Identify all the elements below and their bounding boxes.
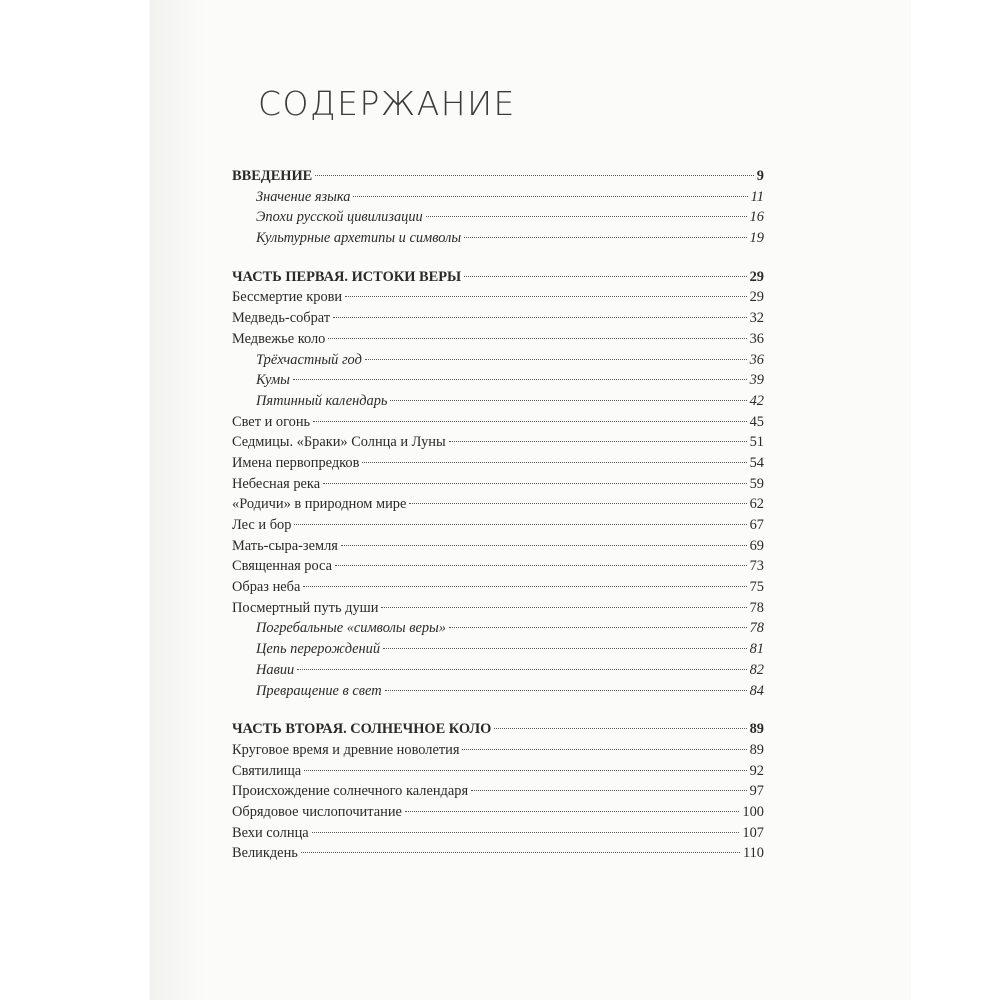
- toc-entry-page-number: 42: [749, 392, 764, 409]
- toc-entry-title: Седмицы. «Браки» Солнца и Луны: [232, 434, 446, 451]
- toc-entry-page-number: 107: [742, 824, 764, 841]
- toc-entry-title: Цепь перерождений: [256, 641, 381, 658]
- toc-entry[interactable]: [232, 660, 764, 681]
- toc-entry-title: ВВЕДЕНИЕ: [232, 168, 313, 184]
- dot-leader: [405, 811, 740, 812]
- dot-leader: [494, 728, 746, 729]
- toc-entry-page-number: 11: [750, 188, 764, 205]
- toc-entry[interactable]: [232, 781, 764, 802]
- toc-entry-title: Имена первопредков: [232, 454, 360, 471]
- dot-leader: [313, 421, 747, 422]
- toc-entry[interactable]: [232, 843, 764, 864]
- dot-leader: [328, 338, 746, 339]
- toc-entry[interactable]: [232, 536, 764, 557]
- toc-entry[interactable]: [232, 577, 764, 598]
- toc-entry-page-number: 84: [749, 682, 764, 699]
- toc-entry-page-number: 59: [749, 475, 764, 492]
- toc-entry-title: Культурные архетипы и символы: [256, 230, 462, 247]
- dot-leader: [390, 400, 746, 401]
- toc-entry-page-number: 78: [749, 599, 764, 616]
- toc-entry[interactable]: [232, 474, 764, 495]
- toc-entry-title: ЧАСТЬ ПЕРВАЯ. ИСТОКИ ВЕРЫ: [232, 268, 462, 285]
- toc-entry-page-number: 89: [749, 741, 764, 758]
- toc-entry[interactable]: [232, 207, 764, 228]
- dot-leader: [471, 790, 747, 791]
- dot-leader: [293, 379, 747, 380]
- toc-entry-title: Образ неба: [232, 579, 301, 596]
- table-of-contents: [232, 166, 764, 864]
- dot-leader: [365, 359, 747, 360]
- toc-entry-page-number: 29: [749, 268, 764, 285]
- toc-entry-title: Значение языка: [256, 188, 351, 205]
- toc-entry-title: Пятинный календарь: [256, 392, 388, 409]
- toc-entry-page-number: 62: [749, 496, 764, 513]
- toc-entry[interactable]: [232, 187, 764, 208]
- toc-section: [232, 267, 764, 701]
- toc-entry-title: «Родичи» в природном мире: [232, 496, 407, 513]
- toc-entry-page-number: 45: [749, 413, 764, 430]
- toc-entry-page-number: 9: [756, 168, 764, 184]
- toc-entry-page-number: 73: [749, 558, 764, 575]
- toc-entry-title: Обрядовое числопочитание: [232, 803, 402, 820]
- toc-entry-title: Погребальные «символы веры»: [256, 620, 446, 637]
- dot-leader: [323, 483, 747, 484]
- dot-leader: [449, 627, 747, 628]
- toc-entry-page-number: 100: [742, 803, 764, 820]
- toc-entry[interactable]: [232, 391, 764, 412]
- toc-entry-page-number: 82: [749, 661, 764, 678]
- toc-entry-title: Бессмертие крови: [232, 289, 343, 306]
- toc-entry-page-number: 39: [749, 372, 764, 389]
- toc-entry-title: Вехи солнца: [232, 824, 309, 841]
- dot-leader: [297, 669, 746, 670]
- toc-entry[interactable]: [232, 308, 764, 329]
- toc-section: [232, 719, 764, 864]
- toc-entry[interactable]: [232, 453, 764, 474]
- toc-entry[interactable]: [232, 432, 764, 453]
- toc-entry[interactable]: [232, 639, 764, 660]
- dot-leader: [294, 524, 746, 525]
- dot-leader: [462, 749, 746, 750]
- page-gutter-shadow: [150, 0, 205, 1000]
- dot-leader: [335, 565, 747, 566]
- toc-entry-page-number: 78: [749, 620, 764, 637]
- toc-entry-page-number: 32: [749, 310, 764, 327]
- toc-entry-title: Превращение в свет: [256, 682, 382, 699]
- dot-leader: [464, 276, 746, 277]
- dot-leader: [383, 648, 747, 649]
- toc-entry[interactable]: [232, 370, 764, 391]
- dot-leader: [301, 852, 740, 853]
- page-title: СОДЕРЖАНИЕ: [258, 84, 516, 123]
- dot-leader: [449, 441, 747, 442]
- toc-entry-title: Свет и огонь: [232, 413, 311, 430]
- toc-entry-page-number: 54: [749, 454, 764, 471]
- dot-leader: [381, 607, 746, 608]
- toc-entry-page-number: 81: [749, 641, 764, 658]
- toc-entry-title: Кумы: [256, 372, 290, 389]
- toc-entry-page-number: 92: [749, 762, 764, 779]
- dot-leader: [385, 690, 747, 691]
- toc-entry-title: Лес и бор: [232, 517, 292, 533]
- toc-entry[interactable]: [232, 740, 764, 761]
- toc-entry[interactable]: [232, 267, 764, 288]
- toc-entry-page-number: 19: [749, 230, 764, 247]
- dot-leader: [312, 832, 740, 833]
- toc-entry[interactable]: [232, 287, 764, 308]
- dot-leader: [426, 216, 747, 217]
- toc-entry-title: Навии: [256, 661, 295, 678]
- dot-leader: [353, 196, 747, 197]
- toc-entry-title: Трёхчастный год: [256, 351, 362, 368]
- toc-entry[interactable]: [232, 823, 764, 844]
- toc-entry-title: Посмертный путь души: [232, 599, 379, 616]
- toc-entry-page-number: 69: [749, 537, 764, 554]
- toc-entry-title: Происхождение солнечного календаря: [232, 783, 469, 800]
- toc-entry-title: Священная роса: [232, 558, 332, 575]
- toc-entry[interactable]: [232, 494, 764, 515]
- toc-entry-page-number: 67: [749, 517, 764, 533]
- toc-entry[interactable]: [232, 618, 764, 639]
- toc-entry-title: Мать-сыра-земля: [232, 537, 338, 554]
- toc-entry-title: Медведь-собрат: [232, 310, 331, 327]
- toc-entry[interactable]: [232, 761, 764, 782]
- toc-entry[interactable]: [232, 681, 764, 702]
- toc-entry-title: Святилища: [232, 762, 302, 779]
- toc-entry-title: Медвежье коло: [232, 330, 326, 347]
- toc-entry-page-number: 36: [749, 351, 764, 368]
- dot-leader: [315, 175, 754, 176]
- toc-entry[interactable]: [232, 350, 764, 371]
- toc-entry[interactable]: [232, 598, 764, 619]
- dot-leader: [409, 503, 746, 504]
- toc-entry-page-number: 75: [749, 579, 764, 596]
- toc-entry-title: ЧАСТЬ ВТОРАЯ. СОЛНЕЧНОЕ КОЛО: [232, 721, 492, 738]
- dot-leader: [341, 545, 747, 546]
- toc-entry-page-number: 16: [749, 209, 764, 226]
- toc-entry[interactable]: [232, 412, 764, 433]
- toc-entry[interactable]: [232, 556, 764, 577]
- toc-entry-page-number: 29: [749, 289, 764, 306]
- toc-entry[interactable]: [232, 802, 764, 823]
- toc-entry[interactable]: [232, 329, 764, 350]
- toc-entry[interactable]: [232, 719, 764, 740]
- dot-leader: [464, 237, 746, 238]
- toc-entry-title: Небесная река: [232, 475, 321, 492]
- toc-entry[interactable]: [232, 228, 764, 249]
- toc-entry-page-number: 89: [749, 721, 764, 738]
- toc-section: [232, 166, 764, 249]
- dot-leader: [304, 770, 746, 771]
- toc-entry-page-number: 51: [749, 434, 764, 451]
- toc-entry-title: Круговое время и древние новолетия: [232, 741, 460, 758]
- dot-leader: [303, 586, 746, 587]
- toc-entry[interactable]: [232, 166, 764, 187]
- toc-entry-page-number: 110: [742, 845, 764, 862]
- toc-entry-page-number: 97: [749, 783, 764, 800]
- toc-entry-page-number: 36: [749, 330, 764, 347]
- toc-entry-title: Великдень: [232, 845, 298, 862]
- dot-leader: [362, 462, 746, 463]
- toc-entry-title: Эпохи русской цивилизации: [256, 209, 423, 226]
- dot-leader: [333, 317, 746, 318]
- toc-entry[interactable]: [232, 515, 764, 536]
- dot-leader: [345, 296, 746, 297]
